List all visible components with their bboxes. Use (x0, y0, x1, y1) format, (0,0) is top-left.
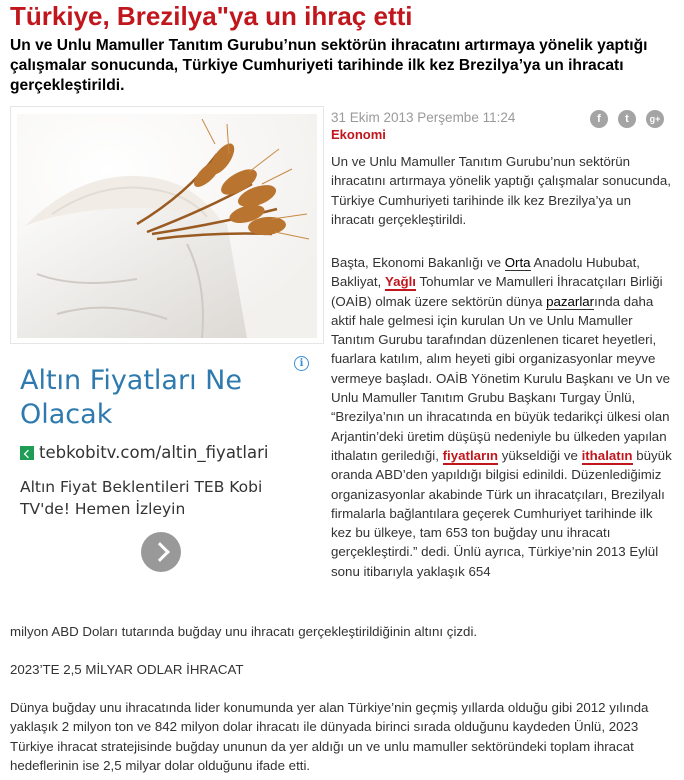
article-headline: Türkiye, Brezilya"ya un ihraç etti (10, 1, 413, 31)
text-run: Anadolu Hububat, Bakliyat, (331, 255, 640, 290)
twitter-share-icon[interactable]: t (618, 110, 636, 128)
ad-title-link[interactable]: Altın Fiyatları Ne Olacak (20, 365, 242, 430)
text-run: ında daha aktif hale gelmesi için kurulan Un ve Unlu Mamuller Tanıtım Gurubu tarafından düzenlenen ticaret heyetleri, fuarlara katılım, alım heyeti gibi organizasyonlar meyve vermeye başladı. OAİB Yönetim Kurulu Başkanı ve Un ve Unlu Mamuller Tanıtım Grubu Başkanı Turgay Ünlü, “Brezilya’nın un ihracatında en büyük tedarikçi ülkesi olan Arjantin’deki üretim düşüşü nedeniyle bu ülkeden yapılan ithalatın geriledıği, (331, 293, 670, 463)
article-paragraph-2-continued: milyon ABD Doları tutarında buğday unu ihracatı gerçekleştirildiğinin altını çizdi. (10, 624, 478, 639)
ad-arrow-button[interactable] (141, 532, 181, 572)
article-lead: Un ve Unlu Mamuller Tanıtım Gurubu’nun sektörün ihracatını artırmaya yönelik yaptığı çalışmalar sonucunda, Türkiye Cumhuriyeti tarihinde ilk kez Brezilya’ya un ihracatı gerçekleştirildi. (10, 37, 648, 94)
ad-description: Altın Fiyat Beklentileri TEB Kobi TV'de! Hemen İzleyin (20, 478, 263, 518)
flour-wheat-illustration (17, 114, 317, 338)
ad-url[interactable]: tebkobitv.com/altin_fiyatlari (39, 443, 269, 462)
article-image-flour-sack-wheat (10, 106, 324, 344)
google-plus-share-icon[interactable]: g+ (646, 110, 664, 128)
text-run: Tohumlar ve Mamulleri İhracatçıları Birliği (OAİB) olmak üzere sektörün dünya (331, 274, 663, 309)
keyword-link-orta[interactable]: Orta (504, 255, 531, 270)
ad-info-icon[interactable]: i (294, 356, 309, 371)
ad-url-row[interactable] (20, 443, 268, 462)
article-subheading: 2023’TE 2,5 MİLYAR ODLAR İHRACAT (10, 662, 244, 677)
keyword-link-pazarlar[interactable]: pazarlar (546, 293, 595, 309)
article-date: 31 Ekim 2013 Perşembe 11:24 (331, 110, 516, 125)
text-run: büyük oranda ABD’den yapıldığı bilgisi edinildi. Düzenlediğimiz organizasyonlar akabinde Türk un ihracatçıları, Brezilyalı firmalarla bağlantılara geçerek Cumhuriyet tarihinde ilk kez bu ülkeye, tam 653 ton buğday unu ihracatı gerçekleştirdi.” dedi. Ünlü ayrıca, Türkiye’nin 2013 Eylül sonu itibarıyla yaklaşık 654 (331, 447, 672, 579)
article-paragraph-1: Un ve Unlu Mamuller Tanıtım Gurubu’nun sektörün ihracatını artırmaya yönelik yaptığı çalışmalar sonucunda, Türkiye Cumhuriyeti tarihinde ilk kez Brezilya’ya un ihracatı gerçekleştirildi. (331, 154, 671, 227)
advertisement[interactable] (10, 352, 314, 612)
keyword-link-ithalatin[interactable]: ithalatın (581, 447, 633, 463)
text-run: yükseldiği ve (498, 447, 582, 463)
article-paragraph-2 (331, 253, 676, 581)
keyword-link-fiyatlarin[interactable]: fiyatların (442, 447, 499, 463)
ad-favicon-icon (20, 446, 34, 460)
text-run: Başta, Ekonomi Bakanlığı ve (331, 255, 505, 270)
article-paragraph-3: Dünya buğday unu ihracatında lider konumunda yer alan Türkiye’nin geçmiş yıllarda olduğu gibi 2012 yılında yaklaşık 2 milyon ton ve 842 milyon dolar ihracatı ile dünyada birinci sırada olduğunu kaydeden Ünlü, 2023 Türkiye ihracat stratejisinde buğday ununun da yer aldığı un ve unlu mamuller sektöründeki toplam ihracat hedeflerinin ise 2,5 milyar dolar olduğunu ifade etti. (10, 700, 649, 773)
keyword-link-yagli[interactable]: Yağlı (384, 274, 416, 290)
facebook-share-icon[interactable]: f (590, 110, 608, 128)
article-category-link[interactable]: Ekonomi (331, 127, 386, 142)
